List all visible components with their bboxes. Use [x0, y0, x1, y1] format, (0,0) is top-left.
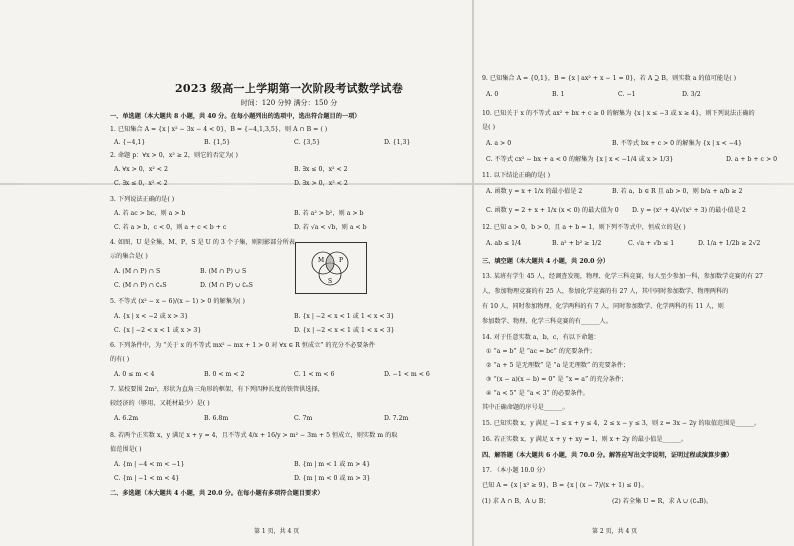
q2-option-c: C. ∃x ≤ 0，x² < 2 [114, 180, 168, 187]
section-3-heading: 三、填空题（本大题共 4 小题，共 20.0 分） [482, 258, 609, 265]
q5-option-c: C. {x | −2 < x < 1 或 x > 3} [114, 327, 202, 334]
q4-option-b: B. (M ∩ P) ∪ S [200, 268, 247, 275]
question-3: 3. 下列说法正确的是( ) [110, 196, 175, 203]
q14-item-2: ② “a + 5 是无理数” 是 “a 是无理数” 的充要条件； [486, 362, 630, 369]
q3-option-d: D. 若 √a < √b，则 a < b [294, 224, 367, 231]
q7-option-b: B. 6.8m [204, 415, 229, 422]
question-13-line3: 有 10 人，同时参加物理、化学两科的有 7 人，同时参加数学、化学两科的有 11 人，则 [482, 303, 724, 310]
q8-option-c: C. {m | −1 < m < 4} [114, 475, 180, 482]
q10-option-a: A. a > 0 [486, 140, 512, 147]
question-8: 8. 若两个正实数 x，y 满足 x + y = 4，且不等式 4/x + 16/y > m² − 3m + 5 恒成立，则实数 m 的取 [110, 432, 398, 439]
question-8-cont: 值范围是( ) [110, 446, 142, 453]
q4-option-d: D. (M ∩ P) ∪ ∁ᵤS [200, 282, 253, 289]
q7-option-c: C. 7m [294, 415, 313, 422]
q3-option-b: B. 若 a² > b²，则 a > b [294, 210, 364, 217]
q2-option-d: D. ∃x > 0，x² < 2 [294, 180, 348, 187]
page-footer-right: 第 2 页，共 4 页 [592, 528, 638, 535]
exam-meta: 时间：120 分钟 满分：150 分 [240, 99, 338, 107]
q14-item-4: ④ “a < 5” 是 “a < 3” 的必要条件。 [486, 390, 589, 397]
page-right [482, 0, 792, 546]
venn-label-s: S [328, 278, 333, 285]
venn-label-p: P [339, 257, 344, 264]
q11-option-b: B. 若 a，b ∈ R 且 ab > 0，则 b/a + a/b ≥ 2 [612, 188, 743, 195]
question-13-line2: 人，参加物理竞赛的有 25 人，参加化学竞赛的有 27 人，其中同时参加数学、物理两科的 [482, 288, 729, 295]
q4-option-c: C. (M ∩ P) ∩ ∁ᵤS [114, 282, 167, 289]
q12-option-a: A. ab ≤ 1/4 [486, 240, 522, 247]
q10-option-c: C. 不等式 cx² − bx + a < 0 的解集为 {x | x < −1/4 或 x > 1/3} [486, 156, 674, 163]
q5-option-d: D. {x | −2 < x < 1 或 1 < x < 3} [294, 327, 395, 334]
q8-option-a: A. {m | −4 < m < −1} [114, 461, 185, 468]
q14-item-1: ① “a = b” 是 “ac = bc” 的充要条件； [486, 348, 596, 355]
q7-option-d: D. 7.2m [384, 415, 409, 422]
q5-option-a: A. {x | x < −2 或 x > 3} [114, 313, 189, 320]
section-1-heading: 一、单选题（本大题共 8 小题，共 40 分。在每小题列出的选项中，选出符合题目的一项） [110, 113, 361, 120]
exam-title: 2023 级高一上学期第一次阶段考试数学试卷 [174, 82, 404, 95]
q14-item-3: ③ “(x − a)(x − b) = 0” 是 “x = a” 的充分条件； [486, 376, 628, 383]
venn-diagram [295, 242, 367, 294]
q6-option-c: C. 1 < m < 6 [294, 371, 335, 378]
q2-option-a: A. ∀x > 0，x² < 2 [114, 166, 168, 173]
q1-option-c: C. {3,5} [294, 139, 321, 146]
q2-option-b: B. ∃x ≤ 0，x² < 2 [294, 166, 348, 173]
q8-option-b: B. {m | m < 1 或 m > 4} [294, 461, 371, 468]
q1-option-b: B. {1,5} [204, 139, 231, 146]
question-4-cont: 示的集合是( ) [110, 253, 148, 260]
question-17: 17. （本小题 10.0 分） [482, 467, 549, 474]
section-4-heading: 四、解答题（本大题共 6 小题，共 70.0 分。解答应写出文字说明，证明过程或演算步骤） [482, 452, 733, 459]
page-footer-left: 第 1 页，共 4 页 [254, 528, 300, 535]
q9-option-d: D. 3/2 [682, 91, 701, 98]
question-5: 5. 不等式 (x² − x − 6)/(x − 1) > 0 的解集为( ) [110, 298, 245, 305]
page-left [104, 0, 480, 546]
q9-option-c: C. −1 [618, 91, 636, 98]
question-6-cont: 的有( ) [110, 356, 130, 363]
q6-option-b: B. 0 < m < 2 [204, 371, 245, 378]
question-14: 14. 对于任意实数 a，b，c，有以下命题： [482, 334, 600, 341]
q10-option-d: D. a + b + c > 0 [726, 156, 778, 163]
q10-option-b: B. 不等式 bx + c > 0 的解集为 {x | x < −4} [612, 140, 742, 147]
q14-answer-line: 其中正确命题的序号是______。 [482, 404, 569, 411]
q17-part-1: (1) 求 A ∩ B，A ∪ B； [482, 498, 550, 505]
question-16: 16. 若正实数 x，y 满足 x + y + xy = 1，则 x + 2y 的最小值是______。 [482, 436, 688, 443]
question-7-cont: 较经济的（够用，又耗材最少）是( ) [110, 400, 210, 407]
question-13-line1: 13. 某班有学生 45 人，经调查发现，物理、化学三科竞赛，每人至少参加一科，参加数学竞赛的有 27 [482, 273, 763, 280]
q5-option-b: B. {x | −2 < x < 1 或 1 < x < 3} [294, 313, 395, 320]
question-9: 9. 已知集合 A = {0,1}，B = {x | ax² + x − 1 = 0}，若 A ⊇ B，则实数 a 的值可能是( ) [482, 75, 737, 82]
q3-option-c: C. 若 a > b，c < 0，则 a + c < b + c [114, 224, 227, 231]
q11-option-a: A. 函数 y = x + 1/x 的最小值是 2 [486, 188, 583, 195]
q1-option-a: A. {−4,1} [114, 139, 146, 146]
q9-option-a: A. 0 [486, 91, 499, 98]
q11-option-d: D. y = (x² + 4)/√(x² + 3) 的最小值是 2 [632, 207, 746, 214]
question-1: 1. 已知集合 A = {x | x² − 3x − 4 < 0}，B = {−4,1,3,5}，则 A ∩ B = ( ) [110, 126, 328, 133]
question-15: 15. 已知实数 x，y 满足 −1 ≤ x + y ≤ 4，2 ≤ x − y ≤ 3，则 z = 3x − 2y 的取值范围是______。 [482, 420, 761, 427]
q3-option-a: A. 若 ac > bc，则 a > b [114, 210, 186, 217]
q11-option-c: C. 函数 y = 2 + x + 1/x (x < 0) 的最大值为 0 [486, 207, 619, 214]
venn-label-m: M [318, 257, 325, 264]
q8-option-d: D. {m | m < 0 或 m > 3} [294, 475, 371, 482]
question-10: 10. 已知关于 x 的不等式 ax² + bx + c ≥ 0 的解集为 {x | x ≤ −3 或 x ≥ 4}，则下列说法正确的 [482, 110, 755, 117]
q6-option-a: A. 0 ≤ m < 4 [114, 371, 155, 378]
q12-option-c: C. √a + √b ≤ 1 [628, 240, 675, 247]
q6-option-d: D. −1 < m < 6 [384, 371, 430, 378]
q9-option-b: B. 1 [552, 91, 565, 98]
q7-option-a: A. 6.2m [114, 415, 139, 422]
q1-option-d: D. {1,3} [384, 139, 411, 146]
q12-option-d: D. 1/a + 1/2b ≥ 2√2 [698, 240, 761, 247]
question-13-line4: 参加数学、物理、化学三科竞赛的有______人。 [482, 318, 612, 325]
question-11: 11. 以下结论正确的是( ) [482, 172, 551, 179]
section-2-heading: 二、多选题（本大题共 4 小题，共 20.0 分。在每小题有多项符合题目要求） [110, 490, 324, 497]
question-12: 12. 已知 a > 0，b > 0，且 a + b = 1，则下列不等式中，恒成立的是( ) [482, 224, 686, 231]
question-10-cont: 是( ) [482, 124, 495, 131]
q12-option-b: B. a² + b² ≥ 1/2 [552, 240, 602, 247]
question-2: 2. 命题 p：∀x > 0，x² ≥ 2，则它的否定为( ) [110, 152, 238, 159]
q17-part-2: (2) 若全集 U = R，求 A ∪ (∁ᵤB)。 [612, 498, 713, 505]
q4-option-a: A. (M ∩ P) ∩ S [114, 268, 161, 275]
question-7: 7. 某校要围 2m²，形状为直角三角形的框架，有下列四种长度的铁管供选择， [110, 386, 324, 393]
question-4: 4. 如图，U 是全集，M、P、S 是 U 的 3 个子集，则阴影部分所表 [110, 239, 295, 246]
q17-given: 已知 A = {x | x² ≥ 9}，B = {x | (x − 7)/(x + 1) ≤ 0}。 [482, 482, 648, 489]
question-6: 6. 下列条件中，为 “关于 x 的不等式 mx² − mx + 1 > 0 对 ∀x ∈ R 恒成立” 的充分不必要条件 [110, 342, 375, 349]
